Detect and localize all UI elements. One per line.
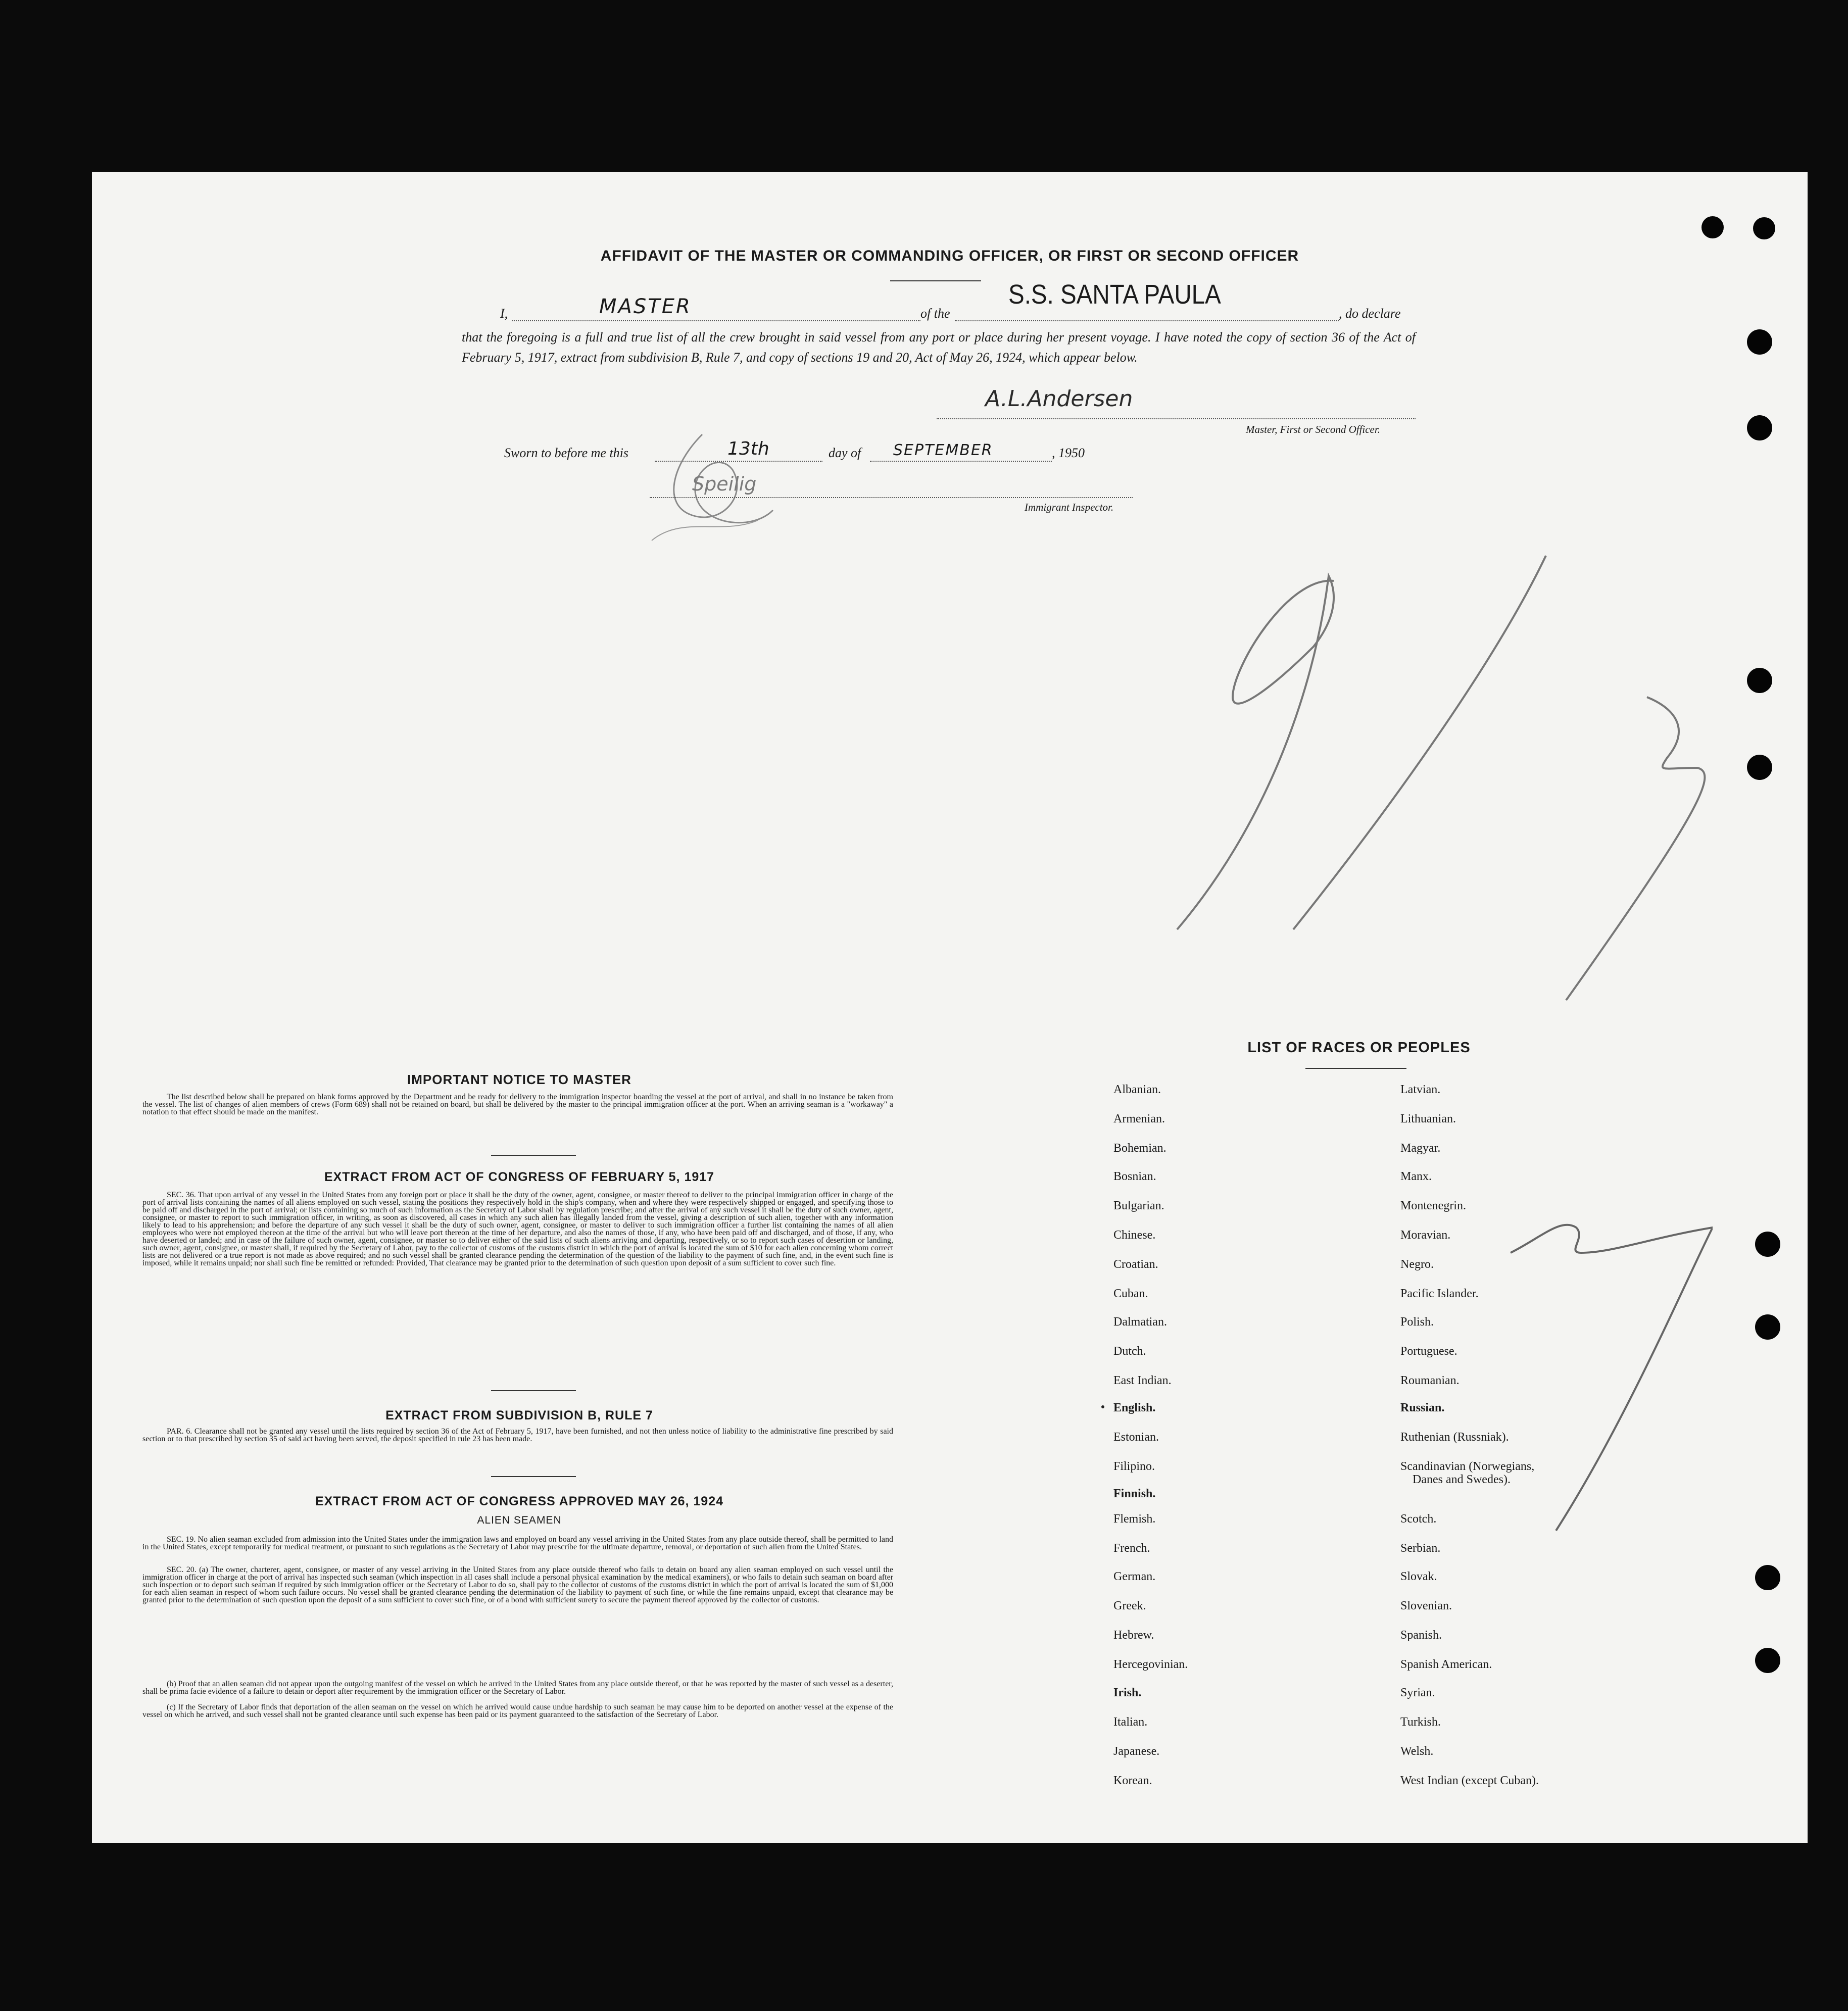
race-item: Syrian. (1400, 1686, 1435, 1699)
rule7-text: PAR. 6. Clearance shall not be granted any vessel until the lists required by section 36 of the Act of February 5, 1917, have been furnished, and not then unless notice of liability to the administrative fine prescribed by said section or to that prescribed by section 35 of said act having been served, the deposit specified in rule 23 has been made. (142, 1427, 893, 1443)
punch-hole (1753, 217, 1775, 239)
race-item: Welsh. (1400, 1745, 1434, 1758)
race-item: Slovenian. (1400, 1599, 1452, 1612)
pencil-mark (1500, 1207, 1713, 1541)
race-item: Irish. (1113, 1686, 1142, 1699)
signature-line (937, 418, 1416, 419)
punch-hole (1701, 216, 1724, 238)
extract-1917-text: SEC. 36. That upon arrival of any vessel in the United States from any foreign port or place it shall be the duty of the owner, agent, consignee, or master thereof to deliver to the principal immigration officer in charge of the port of arrival lists containing the names of all aliens employed on such vessel, stating the positions they respectively hold in the ship's company, when and where they were respectively shipped or engaged, and specifying those to be paid off and discharged in the port of arrival; or lists containing so much of such information as the Secretary of Labor shall by regulation prescribe; and after the arrival of any such vessel it shall be the duty of such owner, agent, consignee, or master to report to such immigration officer, in writing, as soon as discovered, all cases in which any such alien has illegally landed from the vessel, giving a description of such alien, together with any information likely to lead to his apprehension; and before the departure of any such vessel it shall be the duty of such owner, agent, consignee, or master to deliver to such immigration officer a further list containing the names of all alien employees who were not employed thereon at the time of the arrival but who will leave port thereon at the time of her departure, and also the names of those, if any, who have been paid off and discharged, and of those, if any, who have deserted or landed; and in case of the failure of such owner, agent, consignee, or master so to deliver either of the said lists of such aliens arriving and departing, respectively, or so to report such cases of desertion or landing, such owner, agent, consignee, or master shall, if required by the Secretary of Labor, pay to the collector of customs of the customs district in which the port of arrival is located the sum of $10 for each alien concerning whom correct lists are not delivered or a true report is not made as above required; and no such vessel shall be granted clearance pending the determination of the question of the liability to the payment of such fine, and, in the event such fine is imposed, while it remains unpaid; nor shall such fine be remitted or refunded: Provided, That clearance may be granted prior to the determination of such question upon deposit of a sum sufficient to cover such fine. (142, 1191, 893, 1267)
race-item: West Indian (except Cuban). (1400, 1774, 1539, 1787)
name-line (512, 320, 920, 321)
section-divider (491, 1155, 576, 1156)
race-item: Armenian. (1113, 1112, 1165, 1125)
race-item: Dutch. (1113, 1345, 1146, 1358)
punch-hole (1755, 1314, 1780, 1340)
race-item: Hercegovinian. (1113, 1658, 1188, 1671)
vessel-name: S.S. SANTA PAULA (1008, 279, 1221, 310)
race-item: English. (1113, 1401, 1156, 1414)
affidavit-body: that the foregoing is a full and true list of all the crew brought in said vessel from any port or place during her present voyage. I have noted the copy of section 36 of the Act of February 5, 1917, extract from subdivision B, Rule 7, and copy of sections 19 and 20, Act of May 26, 1924, which appear below. (462, 330, 1416, 365)
of-the-label: of the (920, 306, 950, 321)
notice-text: The list described below shall be prepared on blank forms approved by the Department and be ready for delivery to the immigration inspector boarding the vessel at the port of arrival, and shall in no instance be taken from the vessel. The list of changes of alien members of crews (Form 689) shall not be retained on board, but shall be delivered by the master to the principal immigration officer at the port. When an arriving seaman is a "workaway" a notation to that effect should be made on the manifest. (142, 1093, 893, 1116)
race-item: Hebrew. (1113, 1629, 1154, 1642)
race-item: Spanish. (1400, 1629, 1442, 1642)
punch-hole (1755, 1648, 1780, 1673)
section-divider (491, 1476, 576, 1477)
race-item: Albanian. (1113, 1083, 1161, 1096)
do-declare-label: , do declare (1339, 306, 1401, 321)
race-item: Magyar. (1400, 1142, 1441, 1155)
race-item: Lithuanian. (1400, 1112, 1456, 1125)
races-heading: LIST OF RACES OR PEOPLES (1247, 1040, 1471, 1056)
race-item: Scandinavian (Norwegians, (1400, 1460, 1535, 1473)
signature-caption: Master, First or Second Officer. (1246, 423, 1380, 435)
month-line (870, 461, 1052, 462)
punch-hole (1755, 1232, 1780, 1257)
notice-heading: IMPORTANT NOTICE TO MASTER (407, 1072, 631, 1087)
inspector-signature: Speilig (692, 473, 757, 495)
race-item: Spanish American. (1400, 1658, 1492, 1671)
race-item: Flemish. (1113, 1512, 1156, 1526)
race-item: Cuban. (1113, 1287, 1148, 1300)
name-handwritten: MASTER (599, 295, 692, 318)
sec20a-text: SEC. 20. (a) The owner, charterer, agent, consignee, or master of any vessel arriving in the United States from any place outside thereof who fails to detain on board any alien seaman employed on such vessel until the immigration officer in charge at the port of arrival has inspected such seaman (which inspection in all cases shall include a personal physical examination by the medical examiners), or who fails to detain such seaman on board after such inspection or to deport such seaman if required by such immigration officer or the Secretary of Labor to do so, shall pay to the collector of customs of the customs district in which the port of arrival is located the sum of $1,000 for each alien seaman in respect of whom such failure occurs. No vessel shall be granted clearance pending the determination of the liability to payment of such fine, or while the fine remains unpaid, except that clearance may be granted prior to the determination of such question upon the deposit of a sum sufficient to cover such fine, or of a bond with sufficient surety to secure the payment thereof approved by the collector of customs. (142, 1565, 893, 1604)
punch-hole (1755, 1565, 1780, 1590)
race-item: Bosnian. (1113, 1170, 1156, 1183)
race-item: Serbian. (1400, 1542, 1441, 1555)
races-divider (1305, 1068, 1406, 1069)
inspector-line (650, 497, 1133, 498)
race-item: Portuguese. (1400, 1345, 1457, 1358)
race-item: Moravian. (1400, 1229, 1451, 1242)
day-of-label: day of (829, 446, 861, 460)
vessel-line (955, 320, 1339, 321)
affidavit-title: AFFIDAVIT OF THE MASTER OR COMMANDING OFFICER, OR FIRST OR SECOND OFFICER (600, 248, 1299, 264)
race-item: Finnish. (1113, 1487, 1156, 1500)
race-item: Bohemian. (1113, 1142, 1166, 1155)
race-item: Italian. (1113, 1715, 1148, 1729)
check-mark (1101, 1405, 1104, 1408)
race-item: Polish. (1400, 1315, 1434, 1329)
race-item: Ruthenian (Russniak). (1400, 1431, 1509, 1444)
race-item: Bulgarian. (1113, 1199, 1164, 1212)
sec20c-text: (c) If the Secretary of Labor finds that deportation of the alien seaman on the vessel on which he arrived would cause undue hardship to such seaman he may cause him to be deported on another vessel at the expense of the vessel on which he arrived, and such vessel shall not be granted clearance until such expense has been paid or its payment guaranteed to the satisfaction of the Secretary of Labor. (142, 1703, 893, 1719)
inspector-caption: Immigrant Inspector. (1025, 501, 1114, 513)
sec19-text: SEC. 19. No alien seaman excluded from admission into the United States under the immigration laws and employed on board any vessel arriving in the United States from any place outside thereof, shall be permitted to land in the United States, except temporarily for medical treatment, or pursuant to such regulations as the Secretary of Labor may prescribe for the ultimate departure, removal, or deportation of such alien from the United States. (142, 1535, 893, 1551)
race-item: Filipino. (1113, 1460, 1155, 1473)
race-item: Negro. (1400, 1258, 1434, 1271)
race-item: German. (1113, 1570, 1156, 1583)
race-item: Pacific Islander. (1400, 1287, 1479, 1300)
punch-hole (1747, 329, 1772, 355)
race-item: Croatian. (1113, 1258, 1158, 1271)
year-label: , 1950 (1052, 446, 1085, 460)
race-item: Slovak. (1400, 1570, 1437, 1583)
race-item: Greek. (1113, 1599, 1146, 1612)
race-item: Danes and Swedes). (1413, 1473, 1511, 1486)
i-label: I, (500, 306, 508, 321)
race-item: Manx. (1400, 1170, 1432, 1183)
extract-1917-heading: EXTRACT FROM ACT OF CONGRESS OF FEBRUARY 5, 1917 (324, 1170, 715, 1184)
race-item: Dalmatian. (1113, 1315, 1167, 1329)
section-divider (491, 1390, 576, 1391)
race-item: Korean. (1113, 1774, 1152, 1787)
race-item: Scotch. (1400, 1512, 1437, 1526)
race-item: Montenegrin. (1400, 1199, 1466, 1212)
race-item: Chinese. (1113, 1229, 1156, 1242)
handwritten-notation (1162, 546, 1768, 1031)
race-item: Latvian. (1400, 1083, 1441, 1096)
race-item: Roumanian. (1400, 1374, 1460, 1387)
rule7-heading: EXTRACT FROM SUBDIVISION B, RULE 7 (385, 1408, 653, 1423)
punch-hole (1747, 415, 1772, 440)
sec20b-text: (b) Proof that an alien seaman did not appear upon the outgoing manifest of the vessel on which he arrived in the United States from any place outside thereof, or that he was reported by the master of such vessel as a deserter, shall be prima facie evidence of a failure to detain or deport after requirement by the immigration officer or the Secretary of Labor. (142, 1680, 893, 1696)
day-value: 13th (727, 438, 769, 459)
sworn-label: Sworn to before me this (504, 446, 629, 460)
title-divider (890, 280, 981, 281)
race-item: French. (1113, 1542, 1150, 1555)
extract-1924-subheading: ALIEN SEAMEN (477, 1514, 562, 1526)
month-value: SEPTEMBER (893, 442, 993, 459)
race-item: Russian. (1400, 1401, 1445, 1414)
master-signature: A.L.Andersen (985, 386, 1133, 412)
race-item: Turkish. (1400, 1715, 1441, 1729)
race-item: East Indian. (1113, 1374, 1172, 1387)
race-item: Estonian. (1113, 1431, 1159, 1444)
race-item: Japanese. (1113, 1745, 1160, 1758)
extract-1924-heading: EXTRACT FROM ACT OF CONGRESS APPROVED MAY 26, 1924 (315, 1494, 724, 1508)
